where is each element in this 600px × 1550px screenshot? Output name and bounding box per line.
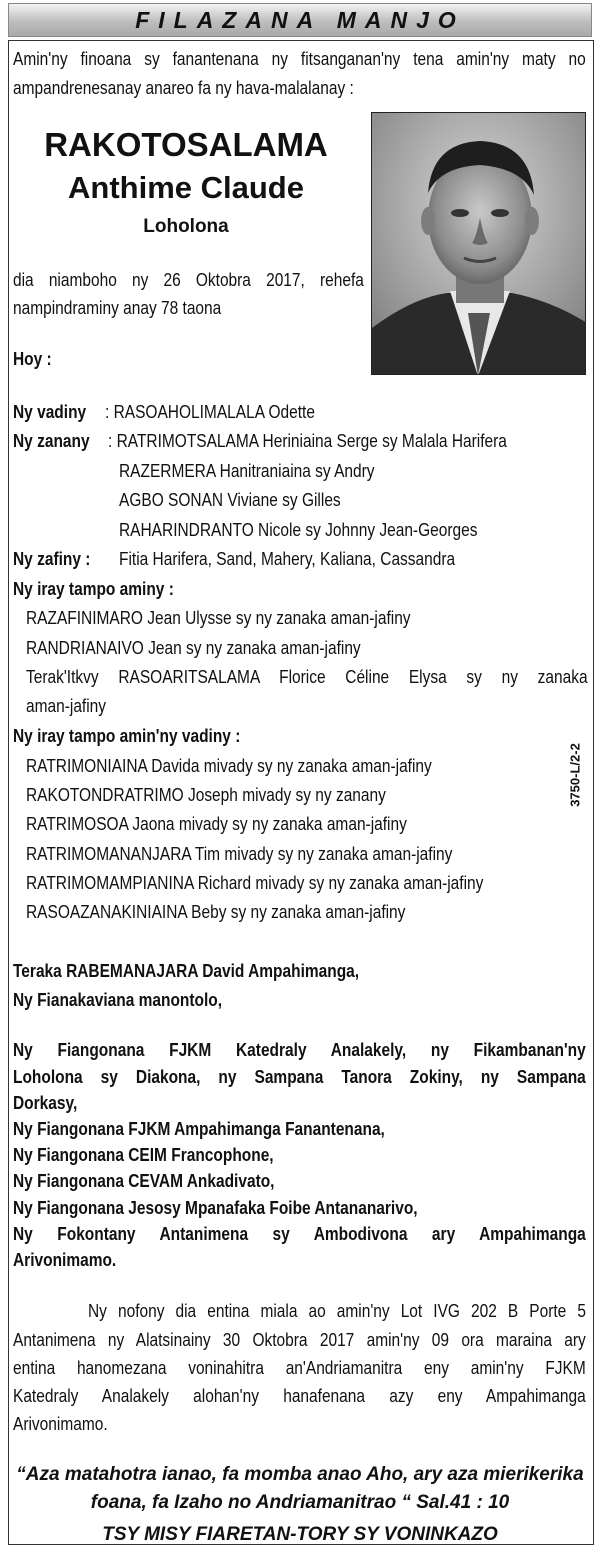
zanany-line: RAZERMERA Hanitraniaina sy Andry	[119, 461, 375, 481]
vadiny-label: Ny vadiny	[13, 402, 87, 422]
zanany-line: : RATRIMOTSALAMA Heriniaina Serge sy Malala Harifera	[108, 431, 507, 451]
intro-line: ampandrenesanay anareo fa ny hava-malalanay :	[13, 78, 354, 98]
others-line: Ny Fiangonana CEIM Francophone,	[13, 1145, 274, 1165]
deceased-given-names: Anthime Claude	[68, 170, 304, 205]
bible-verse-line: foana, fa Izaho no Andriamanitrao “ Sal.41 : 10	[90, 1492, 510, 1513]
tampo-vadiny-line: RATRIMOMAMPIANINA Richard mivady sy ny zanaka aman-jafiny	[26, 873, 484, 893]
bible-verse-line: “Aza matahotra ianao, fa momba anao Aho, ary aza mierikerika	[16, 1464, 584, 1485]
tampo-vadiny-line: RASOAZANAKINIAINA Beby sy ny zanaka aman-jafiny	[26, 902, 406, 922]
others-line: Ny Fiangonana FJKM Katedraly Analakely, ny Fikambanan'ny	[13, 1040, 586, 1060]
others-line: Ny Fiangonana CEVAM Ankadivato,	[13, 1171, 275, 1191]
deceased-title: Loholona	[143, 216, 229, 237]
intro-line: Amin'ny finoana sy fanantenana ny fitsanganan'ny tena amin'ny maty no	[13, 49, 586, 69]
closing-note: TSY MISY FIARETAN-TORY SY VONINKAZO	[102, 1524, 498, 1545]
others-line: Teraka RABEMANAJARA David Ampahimanga,	[13, 961, 360, 981]
vadiny-value: : RASOAHOLIMALALA Odette	[105, 402, 315, 422]
death-notice-line: nampindraminy anay 78 taona	[13, 298, 222, 318]
others-line: Ny Fiangonana Jesosy Mpanafaka Foibe Antananarivo,	[13, 1198, 418, 1218]
zanany-line: RAHARINDRANTO Nicole sy Johnny Jean-Georges	[119, 520, 478, 540]
tampo-label: Ny iray tampo aminy :	[13, 579, 174, 599]
tampo-vadiny-line: RAKOTONDRATRIMO Joseph mivady sy ny zanany	[26, 785, 386, 805]
zafiny-value: Fitia Harifera, Sand, Mahery, Kaliana, Cassandra	[119, 549, 456, 569]
tampo-vadiny-line: RATRIMOMANANJARA Tim mivady sy ny zanaka aman-jafiny	[26, 844, 453, 864]
death-notice-line: dia niamboho ny 26 Oktobra 2017, rehefa	[13, 270, 364, 290]
hoy-label: Hoy :	[13, 349, 52, 369]
zafiny-label: Ny zafiny :	[13, 549, 91, 569]
tampo-line: Terak'Itkvy RASOARITSALAMA Florice Céline Elysa sy ny zanaka	[26, 667, 588, 687]
others-line: Arivonimamo.	[13, 1250, 117, 1270]
header-bar	[8, 3, 592, 37]
others-line: Ny Fianakaviana manontolo,	[13, 990, 223, 1010]
zanany-label: Ny zanany	[13, 431, 90, 451]
tampo-line: aman-jafiny	[26, 696, 107, 716]
tampo-vadiny-label: Ny iray tampo amin'ny vadiny :	[13, 726, 241, 746]
funeral-line: Katedraly Analakely alohan'ny hanafenana azy eny Ampahimanga	[13, 1386, 586, 1406]
zanany-line: AGBO SONAN Viviane sy Gilles	[119, 490, 341, 510]
funeral-line: entina hanomezana voninahitra an'Andriamanitra eny amin'ny FJKM	[13, 1358, 586, 1378]
tampo-line: RANDRIANAIVO Jean sy ny zanaka aman-jafiny	[26, 638, 361, 658]
funeral-line: Antanimena ny Alatsinainy 30 Oktobra 2017 amin'ny 09 ora maraina ary	[13, 1330, 586, 1350]
deceased-surname: RAKOTOSALAMA	[44, 126, 328, 163]
notice-title: FILAZANA MANJO	[135, 6, 465, 33]
others-line: Dorkasy,	[13, 1093, 78, 1113]
funeral-line: Ny nofony dia entina miala ao amin'ny Lot IVG 202 B Porte 5	[88, 1301, 586, 1321]
deceased-portrait	[371, 112, 586, 375]
funeral-line: Arivonimamo.	[13, 1414, 108, 1434]
reference-code: 3750-L/2-2	[567, 743, 583, 807]
tampo-vadiny-line: RATRIMONIAINA Davida mivady sy ny zanaka aman-jafiny	[26, 756, 432, 776]
tampo-line: RAZAFINIMARO Jean Ulysse sy ny zanaka aman-jafiny	[26, 608, 411, 628]
tampo-vadiny-line: RATRIMOSOA Jaona mivady sy ny zanaka aman-jafiny	[26, 814, 407, 834]
others-line: Ny Fokontany Antanimena sy Ambodivona ary Ampahimanga	[13, 1224, 586, 1244]
others-line: Ny Fiangonana FJKM Ampahimanga Fanantenana,	[13, 1119, 385, 1139]
others-line: Loholona sy Diakona, ny Sampana Tanora Zokiny, ny Sampana	[13, 1067, 586, 1087]
